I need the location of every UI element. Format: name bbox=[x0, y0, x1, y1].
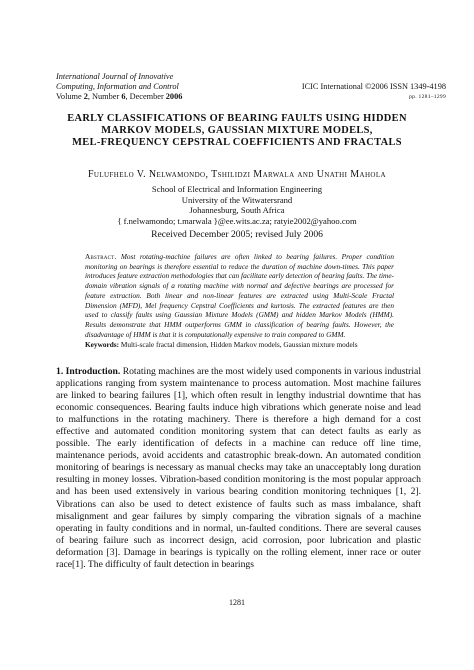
affiliation-school: School of Electrical and Information Engineering bbox=[151, 184, 323, 194]
journal-name-line1: International Journal of Innovative bbox=[56, 72, 174, 81]
title-line-2: MARKOV MODELS, GAUSSIAN MIXTURE MODELS, bbox=[101, 125, 373, 136]
affiliation-university: University of the Witwatersrand bbox=[181, 194, 293, 205]
publisher-issn: ICIC International ©2006 ISSN 1349-4198 bbox=[301, 82, 446, 91]
abstract-label: Abstract. bbox=[85, 252, 117, 261]
paper-title bbox=[40, 113, 434, 149]
keywords-text: Multi-scale fractal dimension, Hidden Markov models, Gaussian mixture models bbox=[120, 340, 358, 350]
section-heading: 1. Introduction. bbox=[56, 366, 121, 377]
title-line-1: EARLY CLASSIFICATIONS OF BEARING FAULTS USING HIDDEN bbox=[67, 113, 407, 124]
title-line-3: MEL-FREQUENCY CEPSTRAL COEFFICIENTS AND FRACTALS bbox=[72, 137, 402, 148]
journal-name-line2: Computing, Information and Control bbox=[56, 82, 179, 91]
keywords-label: Keywords: bbox=[85, 340, 120, 350]
abstract-text: Most rotating-machine failures are often linked to bearing failures. Proper condition monitoring on bearings is therefore essential to reduce the duration of machine down-times. This paper introduces feature extraction methodologies that can facilitate early detection of bearing faults. The time-domain vibration signals of a rotating machine with normal and defective bearings are processed for feature extraction. Both linear and non-linear features are extracted using Multi-Scale Fractal Dimension (MFD), Mel frequency Cepstral Coefficients and kurtosis. The extracted features are then used to classify faults using Gaussian Mixture Models (GMM) and hidden Markov Models (HMM). Results demonstrate that HMM outperforms GMM in classification of bearing faults. However, the disadvantage of HMM is that it is computationally expensive to train compared to GMM. bbox=[85, 252, 395, 339]
received-dates: Received December 2005; revised July 2006 bbox=[151, 229, 323, 240]
affiliation bbox=[40, 184, 434, 226]
keywords bbox=[85, 340, 394, 350]
page-range: pp. 1281–1299 bbox=[409, 94, 446, 100]
introduction-section bbox=[56, 366, 421, 571]
volume-number: 2 bbox=[83, 92, 88, 101]
introduction-text: Rotating machines are the most widely used components in various industrial applications ranging from system maintenance to process automation. Most machine failures are linked to bearing failures [1], which often result in lengthy industrial downtime that has economic consequences. Bearing faults induce high vibrations which generate noise and lead to malfunctions in the rotating machinery. There is therefore a high demand for a cost effective and automated condition monitoring system that can detect faults as early as possible. The early identification of defects in a machine can reduce off line time, maintenance periods, avoid accidents and catastrophic break-down. An automated condition monitoring of bearings is necessary as manual checks may take an unacceptably long duration resulting in money losses. Vibration-based condition monitoring is the most popular approach and has been used extensively in various bearing condition monitoring techniques [1, 2]. Vibrations can also be used to detect existence of faults such as mass imbalance, shaft misalignment and gear failures by simply comparing the vibration signals of a machine operating in faulty conditions and in normal, un-faulted conditions. There are several causes of bearing failure such as incorrect design, acid corrosion, poor lubrication and plastic deformation [3]. Damage in bearings is typically on the rolling element, inner race or outer race[1]. The difficulty of fault detection in bearings bbox=[56, 366, 422, 570]
page-number: 1281 bbox=[229, 598, 245, 607]
abstract-block bbox=[85, 252, 394, 350]
author-emails: { f.nelwamondo; t.marwala }@ee.wits.ac.za; ratyie2002@yahoo.com bbox=[117, 215, 357, 226]
author-list: Fulufhelo V. Nelwamondo, Tshilidzi Marwala and Unathi Mahola bbox=[87, 169, 387, 180]
abstract-body bbox=[85, 252, 394, 339]
publisher-info bbox=[302, 82, 446, 102]
affiliation-location: Johannesburg, South Africa bbox=[189, 205, 285, 216]
journal-header bbox=[56, 72, 446, 102]
year: 2006 bbox=[165, 92, 183, 101]
volume-line: Volume 2, Number 6, December 2006 bbox=[56, 92, 183, 101]
issue-number: 6 bbox=[121, 92, 126, 101]
